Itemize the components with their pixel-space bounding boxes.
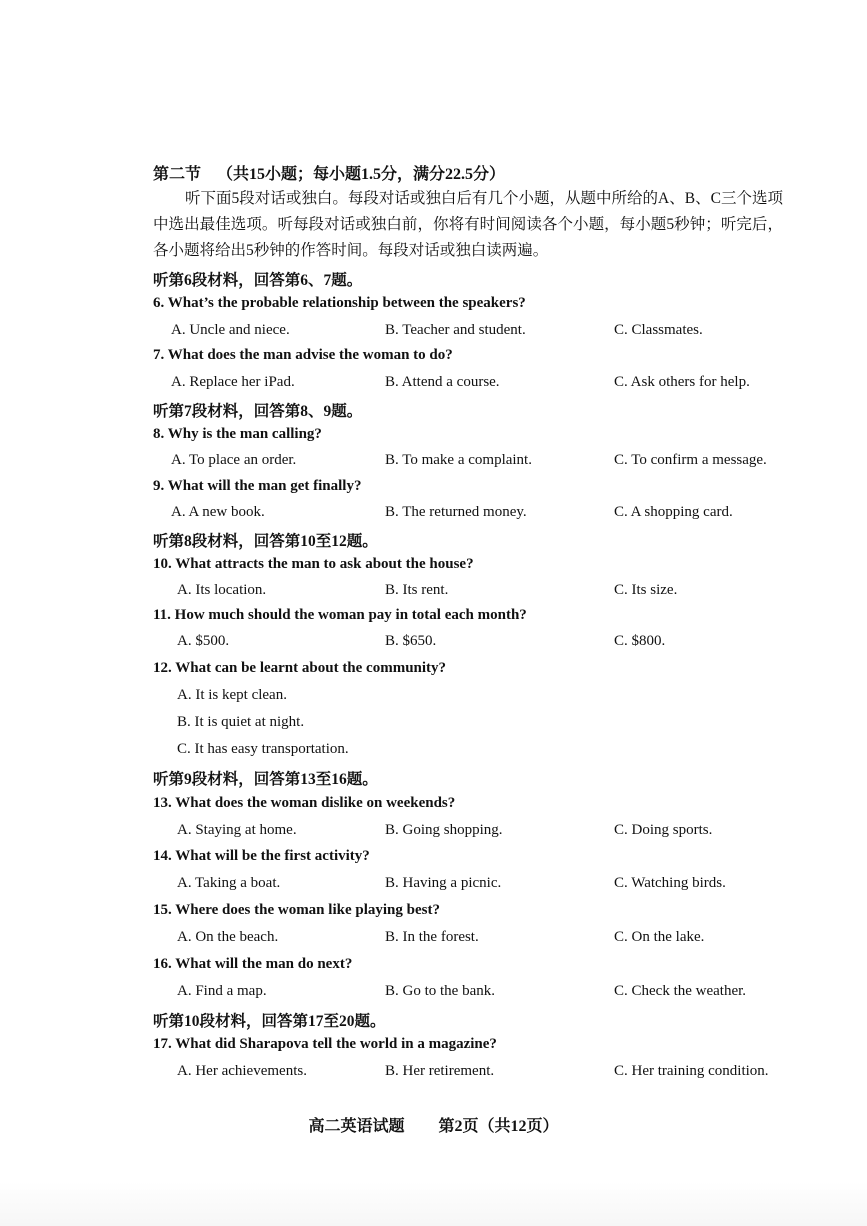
footer-subject: 高二英语试题 <box>308 1118 405 1135</box>
question-14-option-b: B. Having a picnic. <box>385 875 502 891</box>
question-13-option-b: B. Going shopping. <box>385 822 503 838</box>
question-7-option-b: B. Attend a course. <box>385 374 500 390</box>
question-13-option-a: A. Staying at home. <box>177 822 297 838</box>
question-16-option-c: C. Check the weather. <box>614 983 747 999</box>
question-15: 15. Where does the woman like playing best? <box>153 902 440 918</box>
question-14-option-a: A. Taking a boat. <box>177 875 281 891</box>
question-9: 9. What will the man get finally? <box>153 478 362 494</box>
question-10-option-b: B. Its rent. <box>385 582 449 598</box>
question-6-option-b: B. Teacher and student. <box>385 322 526 338</box>
question-14: 14. What will be the first activity? <box>153 848 370 864</box>
question-12-option-c: C. It has easy transportation. <box>177 741 349 757</box>
footer-page-number: 第2页（共12页） <box>438 1118 559 1135</box>
material-heading: 听第8段材料，回答第10至12题。 <box>153 533 378 550</box>
question-8-option-b: B. To make a complaint. <box>385 452 532 468</box>
question-8: 8. Why is the man calling? <box>153 426 322 442</box>
page-footer <box>0 1113 867 1136</box>
question-17-option-c: C. Her training condition. <box>614 1063 769 1079</box>
scan-edge-shade <box>0 1182 867 1226</box>
section-scoring: （共15小题；每小题1.5分，满分22.5分） <box>217 166 506 183</box>
material-heading: 听第9段材料，回答第13至16题。 <box>153 771 378 788</box>
question-17: 17. What did Sharapova tell the world in a magazine? <box>153 1036 497 1052</box>
question-16-option-b: B. Go to the bank. <box>385 983 495 999</box>
question-12-option-a: A. It is kept clean. <box>177 687 287 703</box>
question-6-option-a: A. Uncle and niece. <box>171 322 290 338</box>
question-10-option-c: C. Its size. <box>614 582 678 598</box>
question-14-option-c: C. Watching birds. <box>614 875 726 891</box>
material-heading: 听第10段材料，回答第17至20题。 <box>153 1013 386 1030</box>
question-16: 16. What will the man do next? <box>153 956 353 972</box>
question-15-option-b: B. In the forest. <box>385 929 479 945</box>
section-heading <box>153 161 505 184</box>
question-17-option-a: A. Her achievements. <box>177 1063 307 1079</box>
question-9-option-c: C. A shopping card. <box>614 504 733 520</box>
material-heading: 听第7段材料，回答第8、9题。 <box>153 403 363 420</box>
section-title: 第二节 <box>153 166 202 183</box>
question-15-option-a: A. On the beach. <box>177 929 279 945</box>
question-6-option-c: C. Classmates. <box>614 322 703 338</box>
question-15-option-c: C. On the lake. <box>614 929 705 945</box>
question-7: 7. What does the man advise the woman to do? <box>153 347 453 363</box>
material-heading: 听第6段材料，回答第6、7题。 <box>153 272 363 289</box>
question-13: 13. What does the woman dislike on weekends? <box>153 795 456 811</box>
question-7-option-a: A. Replace her iPad. <box>171 374 295 390</box>
question-16-option-a: A. Find a map. <box>177 983 267 999</box>
question-10-option-a: A. Its location. <box>177 582 267 598</box>
question-8-option-a: A. To place an order. <box>171 452 297 468</box>
question-17-option-b: B. Her retirement. <box>385 1063 495 1079</box>
question-10: 10. What attracts the man to ask about the house? <box>153 556 474 572</box>
question-13-option-c: C. Doing sports. <box>614 822 713 838</box>
question-11-option-b: B. $650. <box>385 633 437 649</box>
question-11-option-c: C. $800. <box>614 633 666 649</box>
question-9-option-a: A. A new book. <box>171 504 265 520</box>
question-6: 6. What’s the probable relationship between the speakers? <box>153 295 526 311</box>
question-11: 11. How much should the woman pay in total each month? <box>153 607 527 623</box>
section-instructions: 听下面5段对话或独白。每段对话或独白后有几个小题，从题中所给的A、B、C三个选项中选出最佳选项。听每段对话或独白前，你将有时间阅读各个小题，每小题5秒钟；听完后，各小题将给出5秒钟的作答时间。每段对话或独白读两遍。 <box>153 190 783 259</box>
question-11-option-a: A. $500. <box>177 633 230 649</box>
question-12: 12. What can be learnt about the community? <box>153 660 447 676</box>
question-8-option-c: C. To confirm a message. <box>614 452 767 468</box>
question-12-option-b: B. It is quiet at night. <box>177 714 305 730</box>
question-9-option-b: B. The returned money. <box>385 504 527 520</box>
question-7-option-c: C. Ask others for help. <box>614 374 750 390</box>
